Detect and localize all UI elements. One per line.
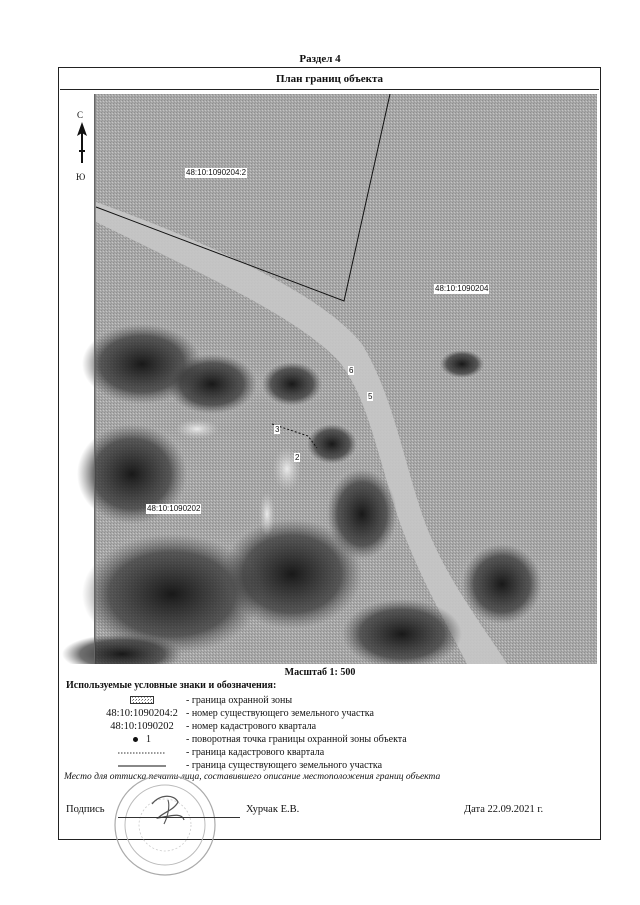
legend-symbol-solid-line: [82, 759, 202, 772]
point-label: 2: [295, 453, 300, 462]
legend-symbol-dotted-line: [82, 746, 202, 759]
legend-item: [62, 746, 602, 759]
parcel-label: 48:10:1090202: [147, 504, 201, 513]
arrow-icon: [76, 122, 88, 172]
parcel-label: 48:10:1090204: [435, 284, 489, 293]
plan-title: План границ объекта: [60, 69, 599, 90]
signature-line: [118, 817, 240, 818]
legend-text: - поворотная точка границы охранной зоны объекта: [186, 734, 407, 745]
point-label: 3: [275, 425, 280, 434]
map-scale: Масштаб 1: 500: [284, 667, 356, 678]
point-label: 5: [368, 392, 373, 401]
legend-text: - номер кадастрового квартала: [186, 721, 317, 732]
signature-date: Дата 22.09.2021 г.: [464, 804, 544, 815]
point-dot-icon: [133, 737, 138, 742]
legend-text: - граница существующего земельного участка: [186, 760, 383, 771]
legend-text: - номер существующего земельного участка: [186, 708, 374, 719]
legend-item: [62, 707, 602, 720]
aerial-map: [62, 94, 597, 664]
legend-text: - граница охранной зоны: [186, 695, 293, 706]
seal-stamp: [112, 772, 218, 878]
legend-title: Используемые условные знаки и обозначения:: [66, 680, 277, 691]
point-label: 6: [349, 366, 354, 375]
compass-north-label: С: [77, 110, 84, 120]
legend-symbol-parcel-number: 48:10:1090204:2: [106, 708, 178, 719]
stamp-place-note: Место для оттиска печати лица, составившего описание местоположения границ объекта: [64, 772, 441, 782]
compass-south-label: Ю: [76, 172, 86, 182]
parcel-label: 48:10:1090204:2: [186, 168, 247, 177]
legend-symbol-hatch: [82, 694, 202, 707]
north-arrow: [74, 110, 90, 190]
legend-item: [62, 720, 602, 733]
legend-symbol-quarter-number: 48:10:1090202: [110, 721, 174, 732]
legend-symbol-point: [82, 733, 202, 746]
signature-label: Подпись: [66, 804, 105, 815]
legend-item: [62, 759, 602, 772]
legend-text: - граница кадастрового квартала: [186, 747, 325, 758]
legend-item: [62, 694, 602, 707]
signer-name: Хурчак Е.В.: [246, 804, 300, 815]
legend-item: [62, 733, 602, 746]
point-number: 1: [146, 734, 151, 745]
section-title: Раздел 4: [299, 53, 341, 65]
